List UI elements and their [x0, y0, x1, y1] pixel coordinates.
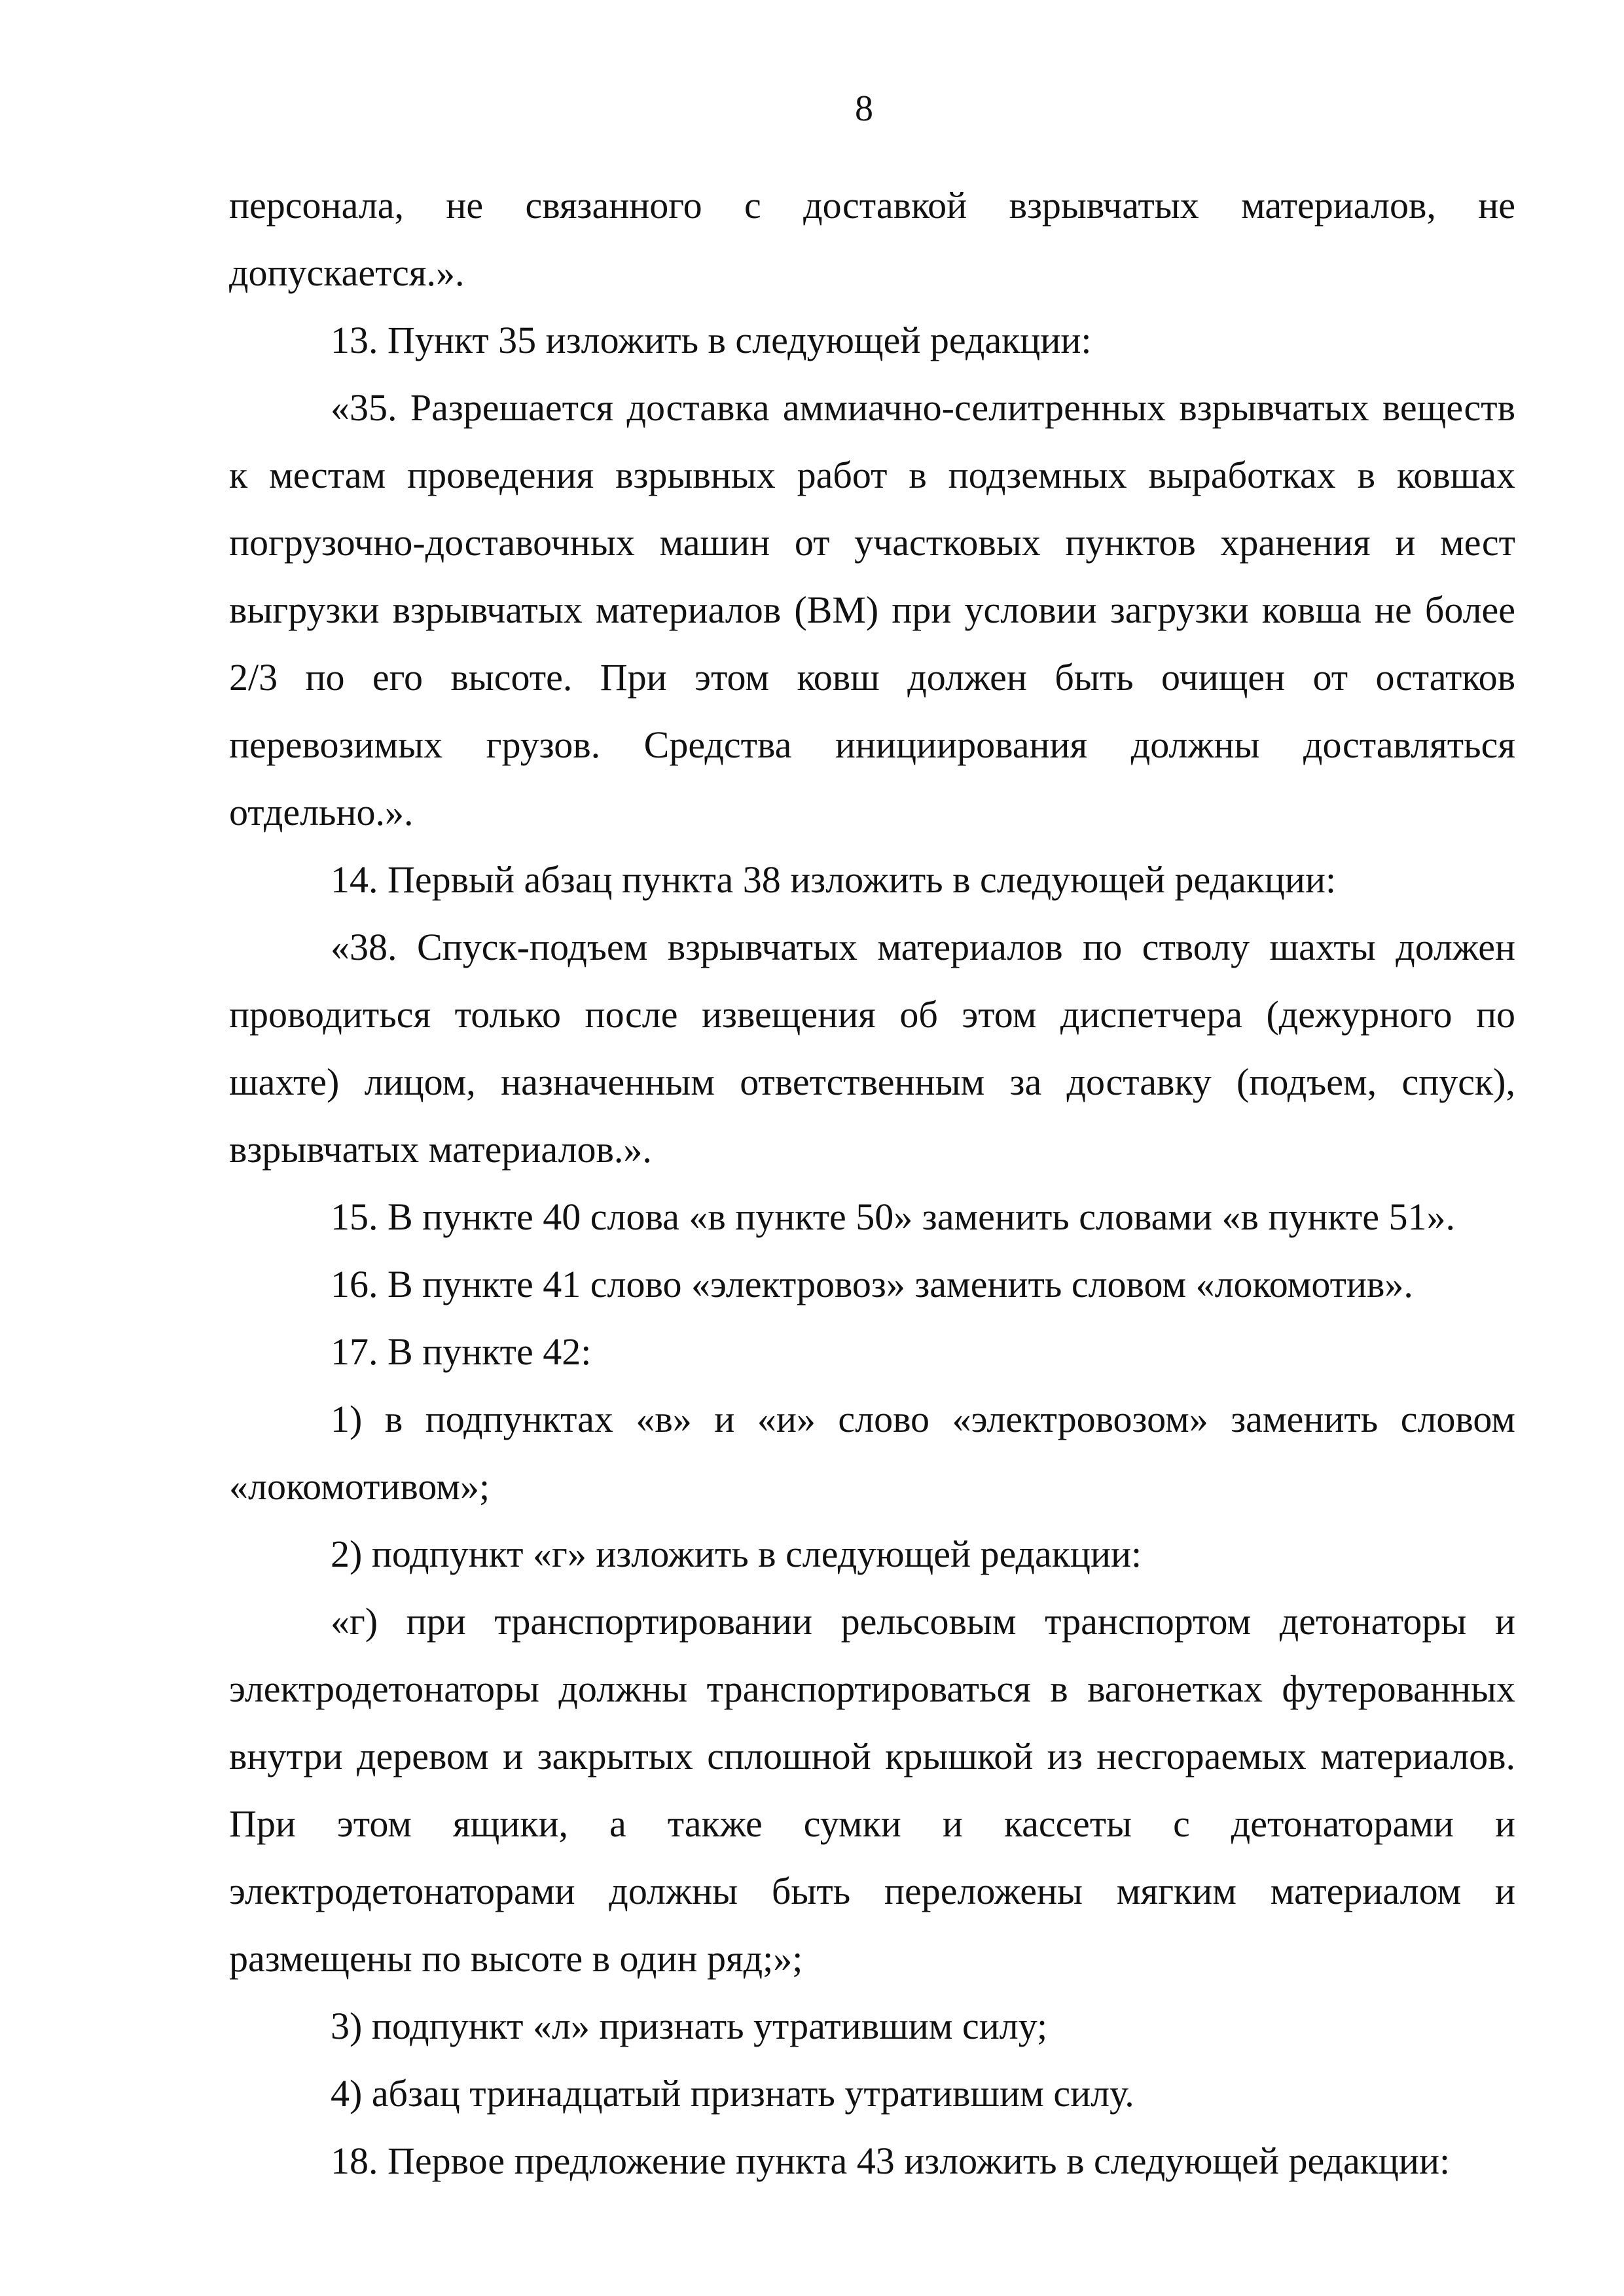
paragraph-item-15: 15. В пункте 40 слова «в пункте 50» заменить словами «в пункте 51». — [331, 1195, 1456, 1238]
paragraph-quote-38: «38. Спуск-подъем взрывчатых материалов по стволу шахты должен проводиться только после извещения об этом диспетчера (дежурного по шахте) лицом, назначенным ответственным за доставку (подъем, спуск), взрывчатых материалов.». — [229, 926, 1515, 1171]
page-number: 8 — [855, 88, 873, 129]
paragraph-item-18: 18. Первое предложение пункта 43 изложить в следующей редакции: — [331, 2140, 1451, 2182]
paragraph-subitem-3: 3) подпункт «л» признать утратившим силу; — [331, 2005, 1048, 2047]
paragraph-subitem-1: 1) в подпунктах «в» и «и» слово «электровозом» заменить словом «локомотивом»; — [229, 1398, 1515, 1508]
paragraph-quote-35: «35. Разрешается доставка аммиачно-селитренных взрывчатых веществ к местам проведения взрывных работ в подземных выработках в ковшах погрузочно-доставочных машин от участковых пунктов хранения и мест выгрузки взрывчатых материалов (ВМ) при условии загрузки ковша не более 2/3 по его высоте. При этом ковш должен быть очищен от остатков перевозимых грузов. Средства инициирования должны доставляться отдельно.». — [229, 386, 1515, 833]
document-body — [229, 172, 1515, 2195]
paragraph-item-13: 13. Пункт 35 изложить в следующей редакции: — [331, 319, 1092, 361]
paragraph-quote-g: «г) при транспортировании рельсовым транспортом детонаторы и электродетонаторы должны транспортироваться в вагонетках футерованных внутри деревом и закрытых сплошной крышкой из несгораемых материалов. При этом ящики, а также сумки и кассеты с детонаторами и электродетонаторами должны быть переложены мягким материалом и размещены по высоте в один ряд;»; — [229, 1600, 1515, 1980]
paragraph-item-17: 17. В пункте 42: — [331, 1330, 592, 1373]
paragraph-item-16: 16. В пункте 41 слово «электровоз» заменить словом «локомотив». — [331, 1263, 1413, 1305]
paragraph-subitem-2: 2) подпункт «г» изложить в следующей редакции: — [331, 1533, 1142, 1575]
paragraph-subitem-4: 4) абзац тринадцатый признать утратившим силу. — [331, 2072, 1134, 2115]
paragraph-item-14: 14. Первый абзац пункта 38 изложить в следующей редакции: — [331, 858, 1337, 901]
paragraph-continuation: персонала, не связанного с доставкой взрывчатых материалов, не допускается.». — [229, 184, 1515, 294]
